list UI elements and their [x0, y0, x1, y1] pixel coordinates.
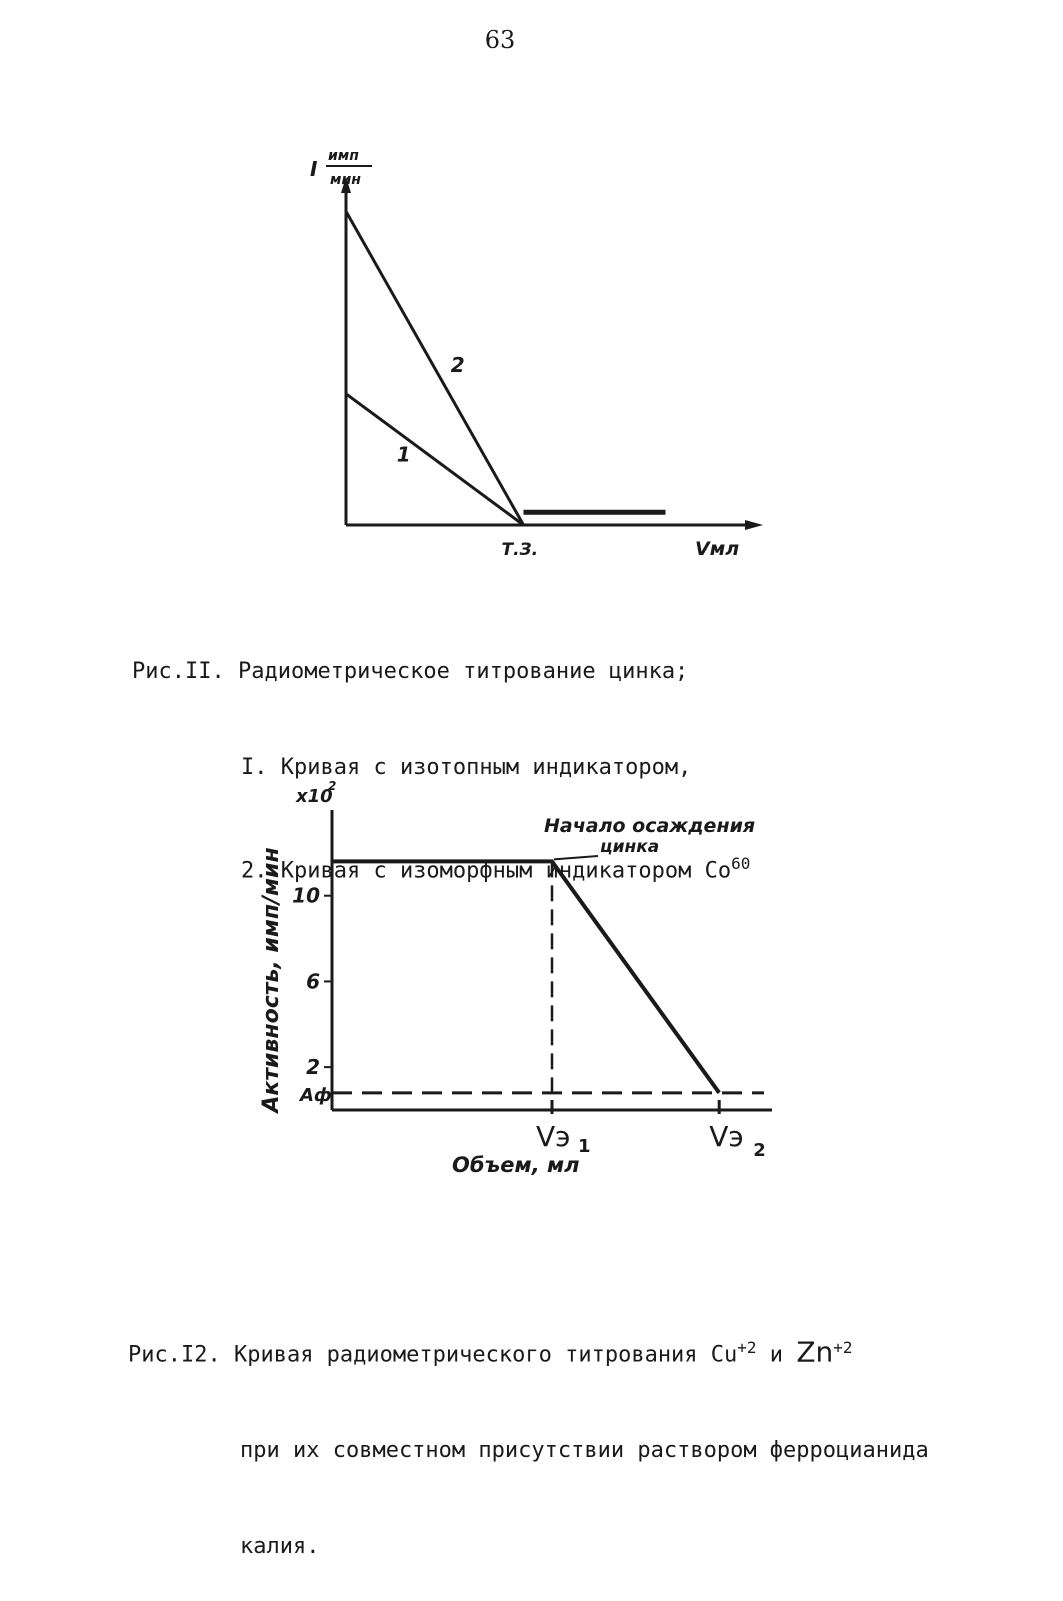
y-tick-label-10: 10 — [292, 883, 320, 908]
y-axis-label: I — [310, 157, 318, 181]
annotation-leader-line — [554, 856, 598, 859]
y-tick-label-6: 6 — [306, 969, 320, 994]
background-level-label: Aф — [300, 1084, 332, 1106]
x-axis-arrow — [745, 520, 763, 530]
figure-12-line-3: калия. — [240, 1534, 320, 1560]
figure-11-chart — [290, 140, 740, 580]
annotation-line-1: Начало осаждения — [544, 815, 756, 837]
x-axis-label: Vмл — [695, 538, 740, 560]
figure-12-cu-sup: +2 — [737, 1338, 757, 1357]
y-tick-label-2: 2 — [306, 1055, 320, 1080]
v1-label: Vэ — [536, 1120, 571, 1153]
figure-11-title: Радиометрическое титрование цинка; — [237, 659, 689, 684]
x-axis-label: Объем, мл — [452, 1153, 580, 1177]
activity-curve — [332, 861, 719, 1092]
series-1-label: 1 — [396, 442, 411, 467]
y-axis-unit-denominator: мин — [330, 172, 361, 188]
v2-subscript: 2 — [753, 1140, 766, 1161]
figure-11-label: Рис.II. — [132, 659, 225, 684]
y-multiplier: x10 — [296, 786, 333, 807]
figure-11-item-2: 2. Кривая с изоморфным индикатором Co — [241, 858, 732, 884]
equivalence-point-label: Т.З. — [501, 540, 539, 560]
figure-12-label: Рис.I2. — [128, 1342, 221, 1368]
figure-11-item-1: I. Кривая с изотопным индикатором, — [241, 755, 692, 780]
figure-12-line-1: Кривая радиометрического титрования Cu — [233, 1342, 738, 1368]
page-number: 63 — [484, 26, 516, 54]
figure-12-zn-sup: +2 — [833, 1338, 853, 1357]
v2-label: Vэ — [709, 1120, 744, 1153]
series-2-line — [346, 211, 524, 525]
figure-12-and: и — [756, 1342, 797, 1368]
annotation-line-2: цинка — [600, 837, 660, 857]
y-axis-unit-numerator: имп — [328, 148, 359, 164]
figure-12-zn: Zn — [796, 1335, 834, 1369]
figure-12-caption — [128, 1268, 929, 1595]
figure-12-line-2: при их совместном присутствии раствором ферроцианида — [240, 1438, 929, 1464]
figure-11-item-2-sup: 60 — [731, 854, 751, 873]
v1-subscript: 1 — [578, 1136, 591, 1157]
y-axis-label: Активность, имп/мин — [259, 847, 284, 1113]
series-1-line — [346, 394, 524, 525]
figure-12-chart — [240, 775, 800, 1195]
series-2-label: 2 — [450, 353, 465, 378]
y-multiplier-exponent: 2 — [328, 779, 337, 793]
